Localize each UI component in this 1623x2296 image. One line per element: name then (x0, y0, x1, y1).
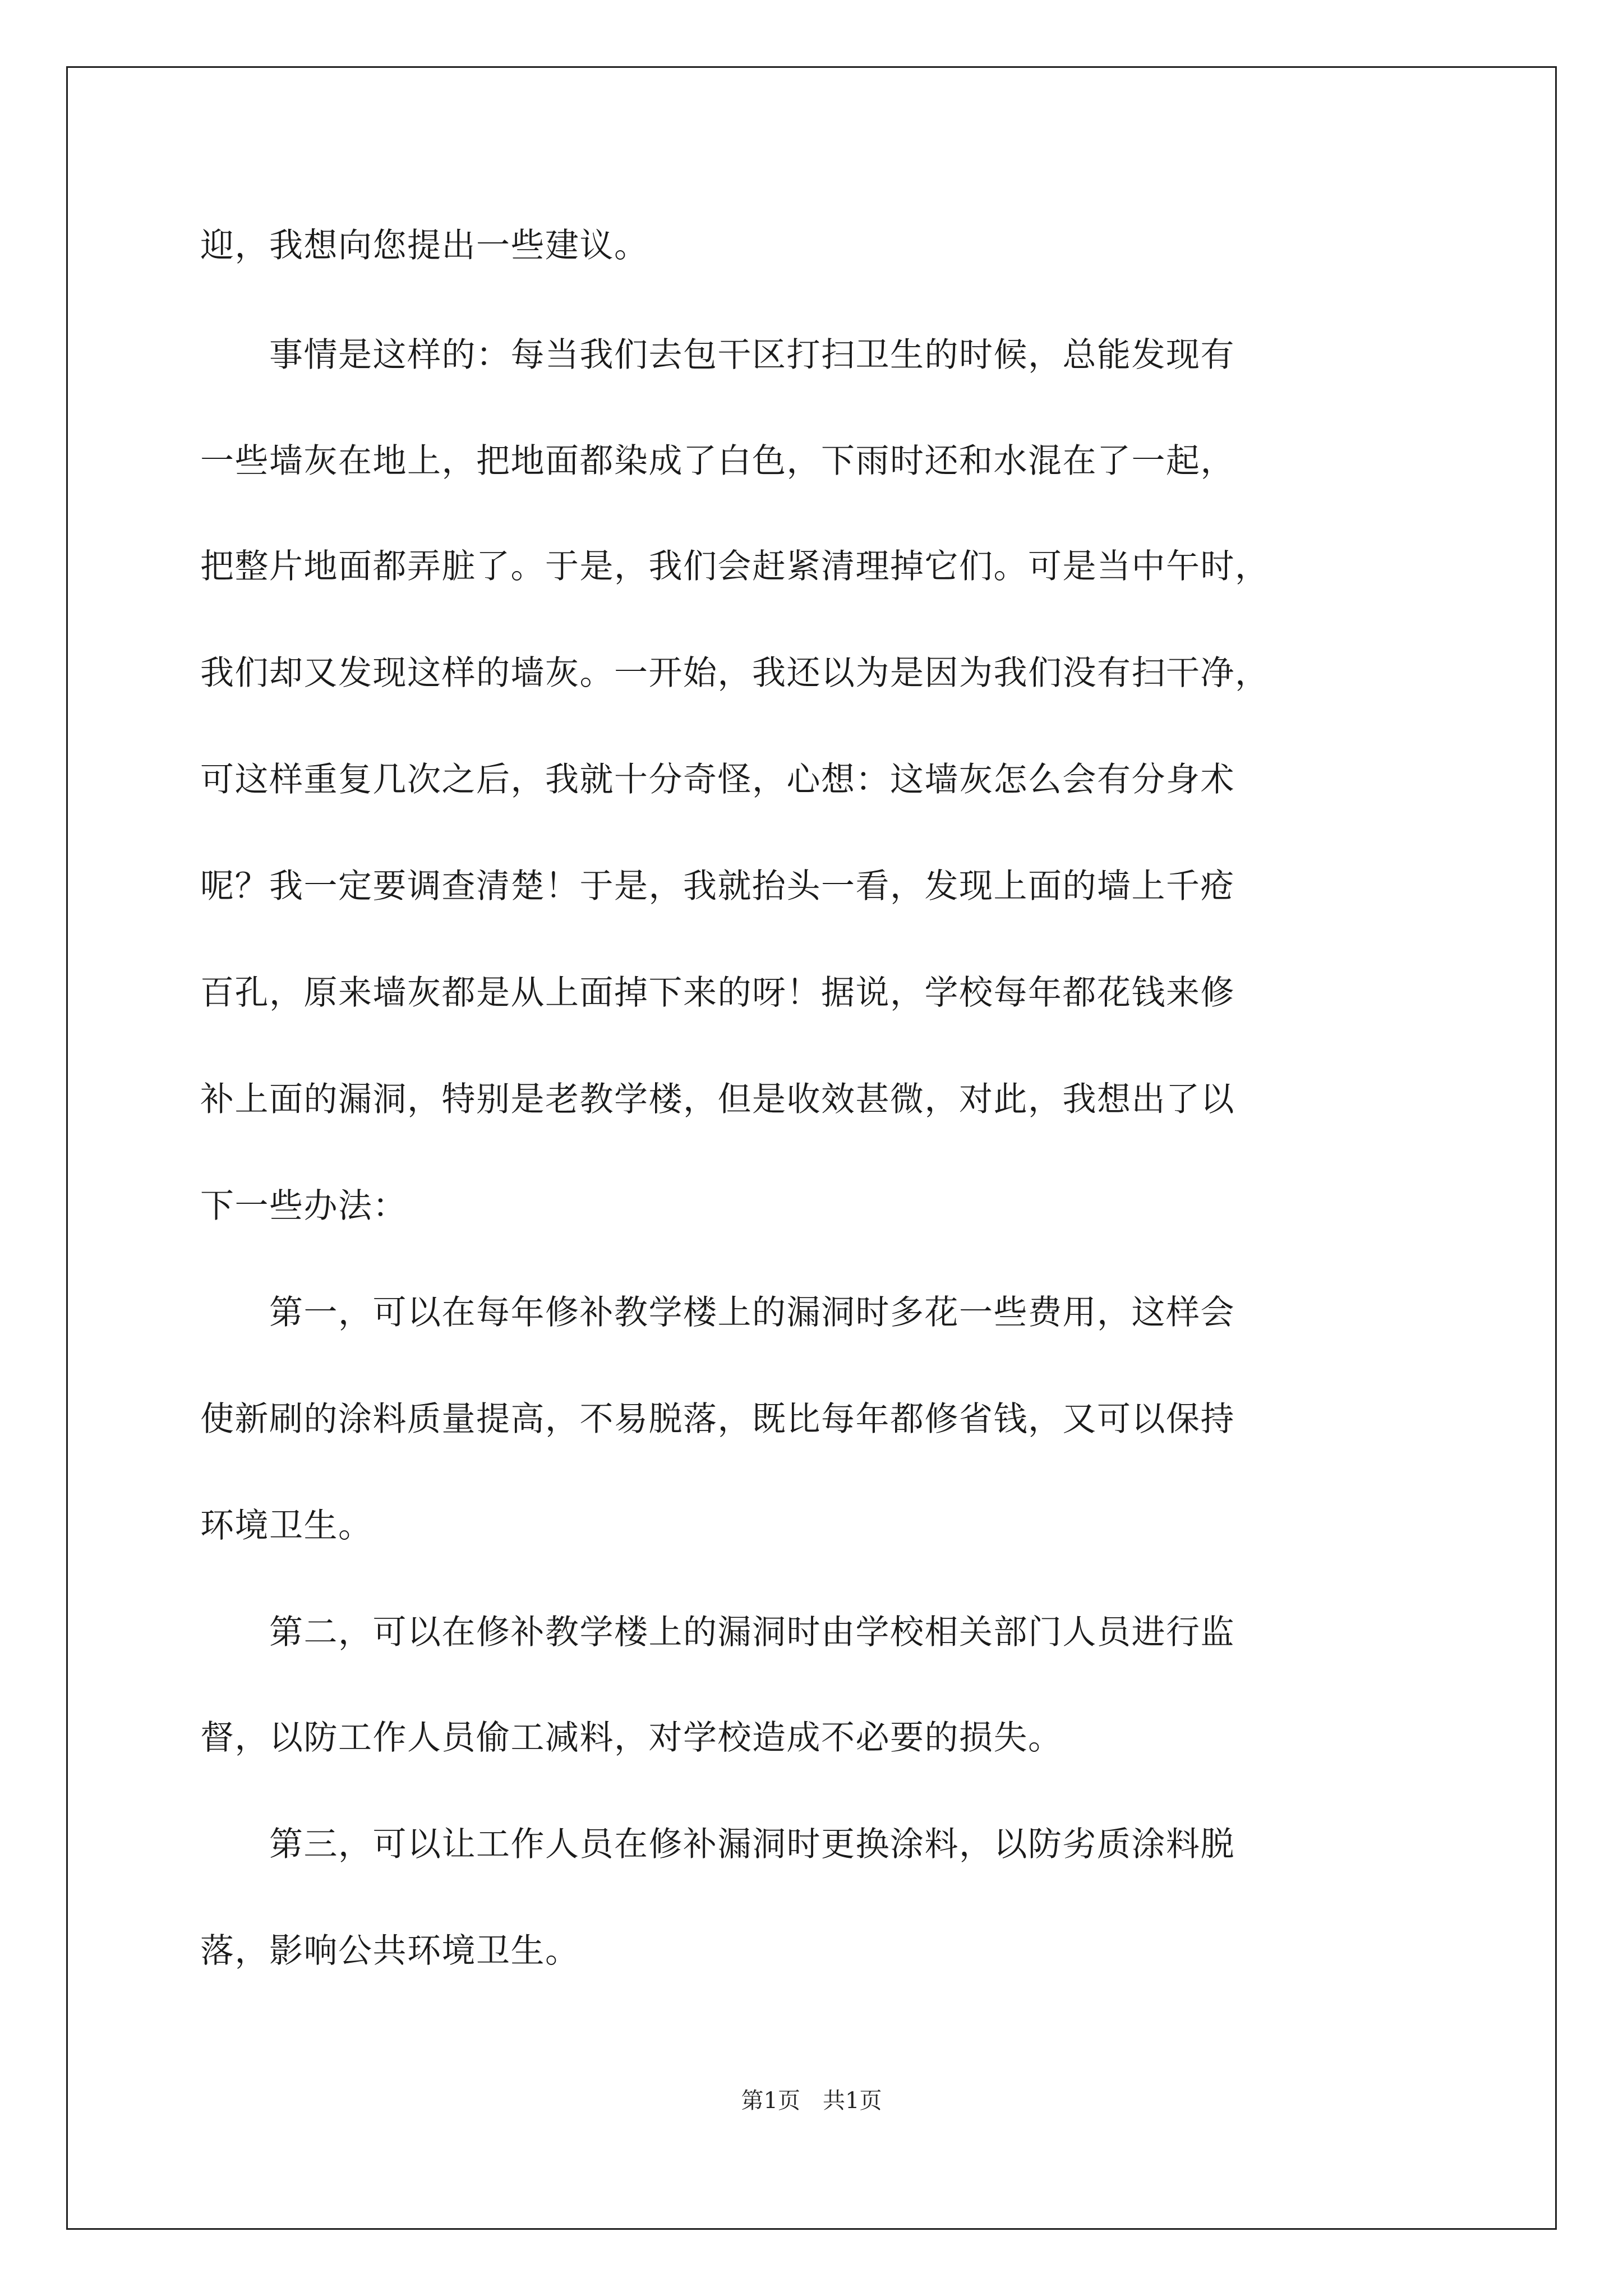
text-line: 迎，我想向您提出一些建议。 (200, 226, 649, 265)
page-border (66, 66, 1557, 2230)
text-line: 一些墙灰在地上，把地面都染成了白色，下雨时还和水混在了一起， (200, 441, 1235, 481)
text-line: 督，以防工作人员偷工减料，对学校造成不必要的损失。 (200, 1718, 1063, 1757)
text-line: 使新刷的涂料质量提高，不易脱落，既比每年都修省钱，又可以保持 (200, 1400, 1235, 1439)
page-number: 第1页 共1页 (741, 2088, 882, 2114)
text-line: 呢？我一定要调查清楚！于是，我就抬头一看，发现上面的墙上千疮 (200, 867, 1235, 906)
text-line: 第一，可以在每年修补教学楼上的漏洞时多花一些费用，这样会 (200, 1293, 1235, 1332)
text-line: 百孔，原来墙灰都是从上面掉下来的呀！据说，学校每年都花钱来修 (200, 973, 1235, 1013)
text-line: 事情是这样的：每当我们去包干区打扫卫生的时候，总能发现有 (200, 335, 1235, 375)
text-line: 下一些办法： (200, 1186, 407, 1226)
text-line: 补上面的漏洞，特别是老教学楼，但是收效甚微，对此，我想出了以 (200, 1080, 1235, 1119)
text-line: 第三，可以让工作人员在修补漏洞时更换涂料，以防劣质涂料脱 (200, 1825, 1235, 1864)
text-line: 落，影响公共环境卫生。 (200, 1931, 580, 1971)
text-line: 环境卫生。 (200, 1506, 373, 1545)
text-line: 把整片地面都弄脏了。于是，我们会赶紧清理掉它们。可是当中午时， (200, 547, 1270, 586)
text-line: 可这样重复几次之后，我就十分奇怪，心想：这墙灰怎么会有分身术 (200, 760, 1235, 799)
text-line: 第二，可以在修补教学楼上的漏洞时由学校相关部门人员进行监 (200, 1613, 1235, 1652)
text-line: 我们却又发现这样的墙灰。一开始，我还以为是因为我们没有扫干净， (200, 654, 1270, 693)
